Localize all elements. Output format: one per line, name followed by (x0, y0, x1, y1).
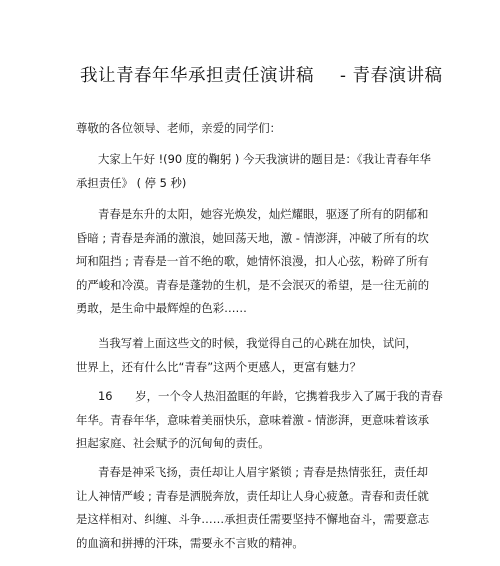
paragraph-line: 昏暗 ; 青春是奔涌的激浪，她回荡天地，激 - 情澎湃，冲破了所有的坎 (76, 230, 429, 245)
paragraph-youth-metaphors (76, 203, 430, 321)
paragraph-line: 16 岁，一个令人热泪盈眶的年龄，它携着我步入了属于我的青春 (98, 389, 443, 403)
paragraph-line: 担起家庭、社会赋予的沉甸甸的责任。 (76, 436, 270, 450)
paragraph-greeting (76, 148, 431, 195)
paragraph-youth-responsibility (76, 461, 430, 555)
paragraph-line: 勇敢，是生命中最辉煌的色彩…… (76, 301, 247, 315)
paragraph-line: 的血滴和拼搏的汗珠，需要永不言败的精神。 (76, 535, 304, 550)
paragraph-heartbeat (76, 332, 424, 379)
paragraph-line: 的严峻和冷漠。青春是蓬勃的生机，是不会泯灭的希望，是一往无前的 (76, 277, 430, 292)
paragraph-line: 承担责任》 ( 停 5 秒) (76, 175, 187, 190)
paragraph-line: 坷和阻挡 ; 青春是一首不绝的歌，她情怀浪漫，扣人心弦，粉碎了所有 (76, 254, 429, 268)
paragraph-sixteen (76, 385, 443, 456)
paragraph-line: 世界上，还有什么比“青春”这两个更感人，更富有魅力？ (76, 359, 362, 374)
salutation (76, 117, 424, 141)
paragraph-line: 当我写着上面这些文的时候，我觉得自己的心跳在加快，试问， (98, 336, 417, 350)
document-title (80, 62, 443, 87)
paragraph-line: 是这样相对、纠缠、斗争……承担责任需要坚持不懈地奋斗，需要意志 (76, 512, 430, 526)
paragraph-line: 青春是神采飞扬，责任却让人眉宇紧锁 ; 青春是热情张狂，责任却 (98, 465, 429, 479)
paragraph-line: 青春是东升的太阳，她容光焕发，灿烂耀眼，驱逐了所有的阴郁和 (98, 207, 429, 221)
paragraph-line: 大家上午好 !(90 度的鞠躬 ) 今天我演讲的题目是：《我让青春年华 (98, 152, 431, 166)
title-main: 我让青春年华承担责任演讲稿 (80, 66, 314, 86)
title-suffix: - 青春演讲稿 (340, 66, 443, 86)
salutation-line: 尊敬的各位领导、老师，亲爱的同学们： (76, 121, 282, 135)
paragraph-line: 年华。青春年华，意味着美丽快乐，意味着激 - 情澎湃，更意味着该承 (76, 412, 430, 427)
paragraph-line: 让人神情严峻 ; 青春是洒脱奔放，责任却让人身心疲惫。青春和责任就 (76, 488, 429, 503)
